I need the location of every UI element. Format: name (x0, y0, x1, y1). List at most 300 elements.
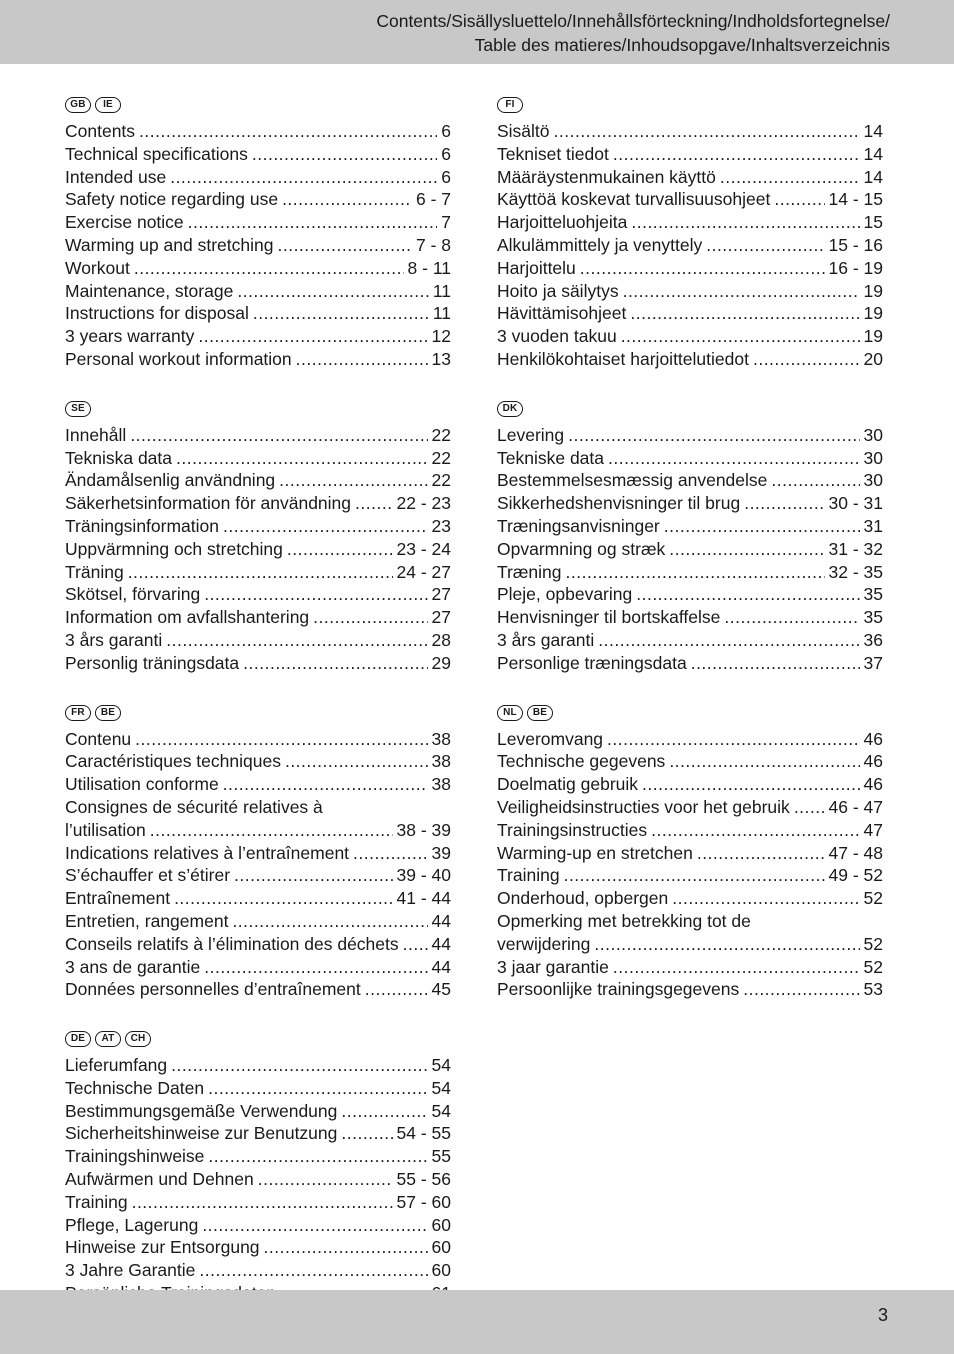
toc-entry (65, 166, 451, 189)
toc-entry-title: Maintenance, storage (65, 280, 234, 301)
toc-entry-pages: 39 - 40 (396, 865, 451, 886)
dot-leader (287, 538, 393, 561)
toc-entry-row (497, 424, 883, 447)
toc-entry-row (497, 561, 883, 584)
toc-entry-title: Personal workout information (65, 348, 292, 369)
toc-entry-pages: 19 (863, 303, 883, 324)
toc-entry (497, 257, 883, 280)
toc-entry-row (497, 728, 883, 751)
toc-entry (497, 302, 883, 325)
toc-entry-title: Technische gegevens (497, 751, 666, 772)
country-badges (497, 398, 883, 420)
toc-entry-title: 3 vuoden takuu (497, 326, 617, 347)
page-header (0, 0, 954, 64)
toc-entry (65, 652, 451, 675)
toc-entry-pages: 44 (431, 910, 451, 931)
toc-entry-row (65, 325, 451, 348)
toc-entry (497, 796, 883, 819)
toc-entry-title: 3 års garanti (497, 629, 595, 650)
toc-entry-row (65, 1077, 451, 1100)
dot-leader (598, 629, 859, 652)
toc-entry-row (65, 583, 451, 606)
toc-entry-title: Alkulämmittely ja venyttely (497, 234, 703, 255)
dot-leader (170, 166, 437, 189)
toc-entry (65, 538, 451, 561)
toc-entry-pages: 55 (431, 1146, 451, 1167)
toc-entry-row (497, 515, 883, 538)
country-badges (65, 94, 451, 116)
toc-entry (497, 469, 883, 492)
toc-entry-title: Contenu (65, 728, 132, 749)
toc-entry-pages: 28 (431, 629, 451, 650)
toc-entry (65, 1168, 451, 1191)
toc-entry-pages: 46 (863, 751, 883, 772)
toc-entry-row (497, 978, 883, 1001)
dot-leader (568, 424, 859, 447)
toc-entry (65, 629, 451, 652)
toc-entry-pages: 23 (431, 515, 451, 536)
toc-entry-title: Bestemmelsesmæssig anvendelse (497, 470, 768, 491)
toc-entry-row (65, 280, 451, 303)
toc-entry-title: Käyttöä koskevat turvallisuusohjeet (497, 189, 771, 210)
toc-entry-title: Skötsel, förvaring (65, 584, 201, 605)
header-title-line-2: Table des matieres/Inhoudsopgave/Inhaltsverzeichnis (474, 35, 890, 55)
toc-entry-title: Contents (65, 121, 136, 141)
toc-entry-title: Träningsinformation (65, 515, 220, 536)
toc-entry-pages: 35 (863, 584, 883, 605)
toc-entry (497, 515, 883, 538)
toc-entry-title: S’échauffer et s’étirer (65, 865, 231, 886)
toc-entry-row (497, 143, 883, 166)
toc-entry-row (65, 887, 451, 910)
toc-entry (65, 492, 451, 515)
toc-entry-pages: 49 - 52 (828, 865, 883, 886)
toc-entry (65, 1191, 451, 1214)
toc-entry-row (65, 257, 451, 280)
toc-entry (65, 728, 451, 751)
toc-entry-pages: 7 - 8 (415, 234, 451, 255)
toc-entry-pages: 22 (431, 470, 451, 491)
toc-entry (497, 234, 883, 257)
dot-leader (580, 257, 825, 280)
toc-entry-pages: 24 - 27 (396, 561, 451, 582)
dot-leader (794, 796, 825, 819)
toc-entry-title: Safety notice regarding use (65, 189, 279, 210)
toc-entry-row (497, 257, 883, 280)
toc-entry-row (65, 864, 451, 887)
dot-leader (697, 842, 825, 865)
toc-entry (497, 956, 883, 979)
toc-entry (65, 750, 451, 773)
toc-entry (65, 978, 451, 1001)
toc-entry-row (497, 302, 883, 325)
toc-entry (497, 728, 883, 751)
toc-entry (497, 188, 883, 211)
dot-leader (134, 257, 404, 280)
toc-entry-row (497, 280, 883, 303)
toc-entry-title: Pleje, opbevaring (497, 584, 633, 605)
dot-leader (664, 515, 860, 538)
dot-leader (237, 280, 429, 303)
toc-entry (65, 887, 451, 910)
page-footer (0, 1290, 954, 1354)
dot-leader (150, 819, 393, 842)
toc-entry-pages: 60 (431, 1260, 451, 1281)
toc-entry (497, 424, 883, 447)
toc-entry-row (497, 447, 883, 470)
toc-entry-pages: 46 - 47 (828, 796, 883, 817)
dot-leader (277, 234, 411, 257)
toc-entry (65, 1122, 451, 1145)
toc-entry-pages: 31 (863, 515, 883, 536)
toc-entry-title: Määräystenmukainen käyttö (497, 166, 716, 187)
toc-entry-row (497, 211, 883, 234)
toc-entry-title: Trainingshinweise (65, 1146, 205, 1167)
toc-entry-row (497, 606, 883, 629)
toc-entry (497, 978, 883, 1001)
toc-entry-pages: 47 - 48 (828, 842, 883, 863)
toc-entry (65, 1259, 451, 1282)
toc-entry-title: Warming-up en stretchen (497, 842, 693, 863)
toc-entry (497, 280, 883, 303)
toc-entry (497, 773, 883, 796)
toc-entry-pages: 60 (431, 1214, 451, 1235)
dot-leader (706, 234, 824, 257)
toc-entry-row (497, 887, 883, 910)
toc-entry-title: Trainingsinstructies (497, 819, 648, 840)
dot-leader (341, 1122, 392, 1145)
toc-entry-row (497, 325, 883, 348)
toc-entry (65, 302, 451, 325)
toc-entry-title: 3 års garanti (65, 629, 163, 650)
toc-entry (65, 864, 451, 887)
toc-entry (65, 956, 451, 979)
toc-entry-row (65, 234, 451, 257)
toc-entry-pages: 46 (863, 774, 883, 795)
toc-entry-pages: 27 (431, 584, 451, 605)
toc-entry-title: Workout (65, 257, 130, 278)
toc-entry-pages: 19 (863, 326, 883, 347)
toc-entry-pages: 54 (431, 1100, 451, 1121)
toc-entry-title: Indications relatives à l’entraînement (65, 842, 350, 863)
toc-entry (65, 561, 451, 584)
dot-leader (223, 773, 428, 796)
dot-leader (135, 728, 427, 751)
dot-leader (202, 1214, 427, 1237)
toc-entry-title-line: Consignes de sécurité relatives à (65, 796, 323, 817)
toc-entry (65, 606, 451, 629)
country-badges (65, 398, 451, 420)
toc-entry-pages: 32 - 35 (828, 561, 883, 582)
toc-entry (65, 234, 451, 257)
toc-entry-pages: 44 (431, 933, 451, 954)
dot-leader (691, 652, 860, 675)
dot-leader (313, 606, 427, 629)
dot-leader (296, 348, 428, 371)
toc-entry-title: Veiligheidsinstructies voor het gebruik (497, 796, 790, 817)
toc-entry-title: Entretien, rangement (65, 910, 229, 931)
toc-entry-row (497, 629, 883, 652)
toc-entry-title: 3 Jahre Garantie (65, 1260, 196, 1281)
toc-entry (65, 1077, 451, 1100)
toc-entry-pages: 60 (431, 1237, 451, 1258)
toc-section (497, 702, 883, 1002)
toc-entry (65, 447, 451, 470)
toc-entry (497, 583, 883, 606)
toc-entry (65, 348, 451, 371)
toc-entry-title: Opvarmning og stræk (497, 538, 666, 559)
toc-entry-row (497, 166, 883, 189)
toc-entry (497, 143, 883, 166)
toc-entry-pages: 13 (431, 348, 451, 369)
toc-entry-title: Henvisninger til bortskaffelse (497, 607, 721, 628)
dot-leader (743, 978, 859, 1001)
toc-section (65, 702, 451, 1002)
toc-entry-title: Entraînement (65, 888, 171, 909)
toc-entry-pages: 6 - 7 (415, 189, 451, 210)
dot-leader (234, 864, 392, 887)
toc-entry-pages: 41 - 44 (396, 888, 451, 909)
toc-entry-title: Hinweise zur Entsorgung (65, 1237, 260, 1258)
toc-entry-row (497, 864, 883, 887)
toc-entry (497, 910, 883, 956)
toc-entry-pages: 6 (441, 121, 451, 141)
country-code-badge: FI (497, 97, 523, 113)
toc-entry-pages: 30 (863, 447, 883, 468)
toc-entry-pages: 47 (863, 819, 883, 840)
toc-entry-title: Instructions for disposal (65, 303, 249, 324)
dot-leader (613, 143, 860, 166)
toc-entry (497, 120, 883, 143)
toc-entry-title: Caractéristiques techniques (65, 751, 281, 772)
toc-entry-title: verwijdering (497, 933, 591, 954)
toc-entry-row (497, 469, 883, 492)
toc-entry (497, 652, 883, 675)
toc-entry-title: Leveromvang (497, 728, 604, 749)
dot-leader (355, 492, 393, 515)
toc-entry (65, 257, 451, 280)
country-badges (65, 702, 451, 724)
toc-entry (497, 325, 883, 348)
toc-entry (65, 842, 451, 865)
dot-leader (223, 515, 428, 538)
dot-leader (403, 933, 428, 956)
dot-leader (774, 188, 824, 211)
dot-leader (564, 864, 825, 887)
toc-entry (65, 773, 451, 796)
country-code-badge: BE (527, 705, 553, 721)
dot-leader (753, 348, 860, 371)
toc-entry (65, 933, 451, 956)
toc-entry-title: Technische Daten (65, 1077, 205, 1098)
toc-entry (497, 819, 883, 842)
dot-leader (139, 120, 437, 143)
toc-entry-title: 3 jaar garantie (497, 956, 609, 977)
toc-entry (65, 1145, 451, 1168)
toc-entry-row (497, 538, 883, 561)
toc-entry-row (497, 348, 883, 371)
toc-entry-title: Exercise notice (65, 212, 184, 233)
dot-leader (171, 1054, 427, 1077)
toc-entry-row (65, 447, 451, 470)
toc-entry-row (497, 750, 883, 773)
toc-entry-pages: 30 - 31 (828, 493, 883, 514)
toc-entry-row (65, 1122, 451, 1145)
toc-entry-pages: 27 (431, 607, 451, 628)
country-code-badge: FR (65, 705, 91, 721)
toc-entry-title: Aufwärmen und Dehnen (65, 1169, 254, 1190)
toc-entry-title: Tekniske data (497, 447, 605, 468)
toc-entry-pages: 16 - 19 (828, 257, 883, 278)
country-badges (497, 94, 883, 116)
toc-entry (65, 515, 451, 538)
dot-leader (232, 910, 427, 933)
toc-entry-pages: 38 (431, 728, 451, 749)
dot-leader (252, 143, 437, 166)
toc-entry-pages: 15 - 16 (828, 234, 883, 255)
toc-entry-title: Lieferumfang (65, 1055, 168, 1076)
dot-leader (285, 750, 428, 773)
toc-entry-title: Intended use (65, 166, 167, 187)
toc-entry-row (65, 469, 451, 492)
toc-entry-pages: 12 (431, 326, 451, 347)
dot-leader (204, 583, 427, 606)
toc-entry (65, 143, 451, 166)
toc-entry-row (65, 348, 451, 371)
dot-leader (613, 956, 860, 979)
dot-leader (365, 978, 428, 1001)
toc-entry (65, 1214, 451, 1237)
dot-leader (554, 120, 860, 143)
dot-leader (669, 538, 824, 561)
toc-entry-pages: 15 (863, 212, 883, 233)
toc-entry-title: Données personnelles d’entraînement (65, 979, 361, 1000)
country-code-badge: CH (125, 1031, 151, 1047)
toc-entry (65, 910, 451, 933)
toc-entry-title: Training (497, 865, 560, 886)
country-code-badge: BE (95, 705, 121, 721)
dot-leader (253, 302, 429, 325)
toc-entry-row (65, 1168, 451, 1191)
toc-entry-row (65, 728, 451, 751)
page-number: 3 (877, 1305, 888, 1325)
toc-entry-row (65, 629, 451, 652)
toc-entry (497, 750, 883, 773)
dot-leader (623, 280, 860, 303)
country-code-badge: GB (65, 97, 91, 113)
toc-entry-title: Personlig träningsdata (65, 652, 240, 673)
dot-leader (208, 1145, 427, 1168)
toc-entry (497, 842, 883, 865)
toc-entry-row (497, 933, 883, 956)
toc-entry (65, 1054, 451, 1077)
toc-entry-row (497, 188, 883, 211)
toc-entry-title: Harjoittelu (497, 257, 576, 278)
toc-entry-title: Doelmatig gebruik (497, 774, 639, 795)
dot-leader (720, 166, 860, 189)
toc-entry (65, 280, 451, 303)
dot-leader (258, 1168, 393, 1191)
toc-entry (65, 325, 451, 348)
toc-entry-title: Sisältö (497, 121, 550, 141)
toc-entry-title: Säkerhetsinformation för användning (65, 493, 352, 514)
toc-entry-row (65, 188, 451, 211)
toc-entry-pages: 8 - 11 (407, 257, 451, 278)
toc-entry-pages: 20 (863, 348, 883, 369)
toc-entry-pages: 44 (431, 956, 451, 977)
toc-entry-pages: 52 (863, 933, 883, 954)
toc-section (497, 94, 883, 371)
toc-entry-pages: 19 (863, 280, 883, 301)
toc-entry-row (497, 796, 883, 819)
toc-entry-row (65, 842, 451, 865)
toc-entry-row (65, 211, 451, 234)
toc-entry (497, 561, 883, 584)
toc-entry-row (497, 956, 883, 979)
toc-entry-row (65, 120, 451, 143)
dot-leader (130, 424, 427, 447)
dot-leader (642, 773, 859, 796)
toc-entry-title: Træningsanvisninger (497, 515, 660, 536)
toc-entry-title-line: Opmerking met betrekking tot de (497, 910, 751, 931)
toc-entry-row (497, 583, 883, 606)
toc-entry-pages: 22 - 23 (396, 493, 451, 514)
country-code-badge: DK (497, 401, 523, 417)
country-code-badge: AT (95, 1031, 121, 1047)
toc-entry-title: Harjoitteluohjeita (497, 212, 628, 233)
toc-entry-row (65, 652, 451, 675)
toc-entry-row (65, 424, 451, 447)
toc-entry-pages: 29 (431, 652, 451, 673)
toc-entry-row (65, 933, 451, 956)
toc-entry-pages: 31 - 32 (828, 538, 883, 559)
toc-entry (497, 864, 883, 887)
toc-entry-row (65, 1236, 451, 1259)
toc-entry (65, 120, 451, 143)
toc-entry-title: Hävittämisohjeet (497, 303, 627, 324)
toc-entry-pages: 52 (863, 956, 883, 977)
toc-entry (497, 348, 883, 371)
toc-entry-title: Træning (497, 561, 562, 582)
header-title-line-1: Contents/Sisällysluettelo/Innehållsförteckning/Indholdsfortegnelse/ (376, 11, 890, 31)
toc-entry-pages: 11 (432, 303, 451, 324)
toc-entry (497, 887, 883, 910)
toc-entry-pages: 38 (431, 774, 451, 795)
toc-entry-title: Training (65, 1191, 128, 1212)
toc-entry-row (65, 750, 451, 773)
toc-entry-title: Tekniska data (65, 447, 173, 468)
country-code-badge: SE (65, 401, 91, 417)
toc-entry-title: Conseils relatifs à l’élimination des déchets (65, 933, 399, 954)
dot-leader (176, 447, 428, 470)
toc-entry-row (65, 1214, 451, 1237)
toc-entry-row (65, 1054, 451, 1077)
dot-leader (128, 561, 393, 584)
toc-entry-pages: 57 - 60 (396, 1191, 451, 1212)
dot-leader (199, 1259, 427, 1282)
toc-entry-pages: 14 - 15 (828, 189, 883, 210)
dot-leader (198, 325, 427, 348)
dot-leader (566, 561, 825, 584)
toc-entry-title: Innehåll (65, 424, 127, 445)
dot-leader (621, 325, 860, 348)
country-badges (65, 1028, 451, 1050)
dot-leader (608, 447, 860, 470)
toc-entry-row (65, 1259, 451, 1282)
dot-leader (132, 1191, 393, 1214)
toc-entry (65, 1100, 451, 1123)
toc-entry-title: Tekniset tiedot (497, 143, 609, 164)
